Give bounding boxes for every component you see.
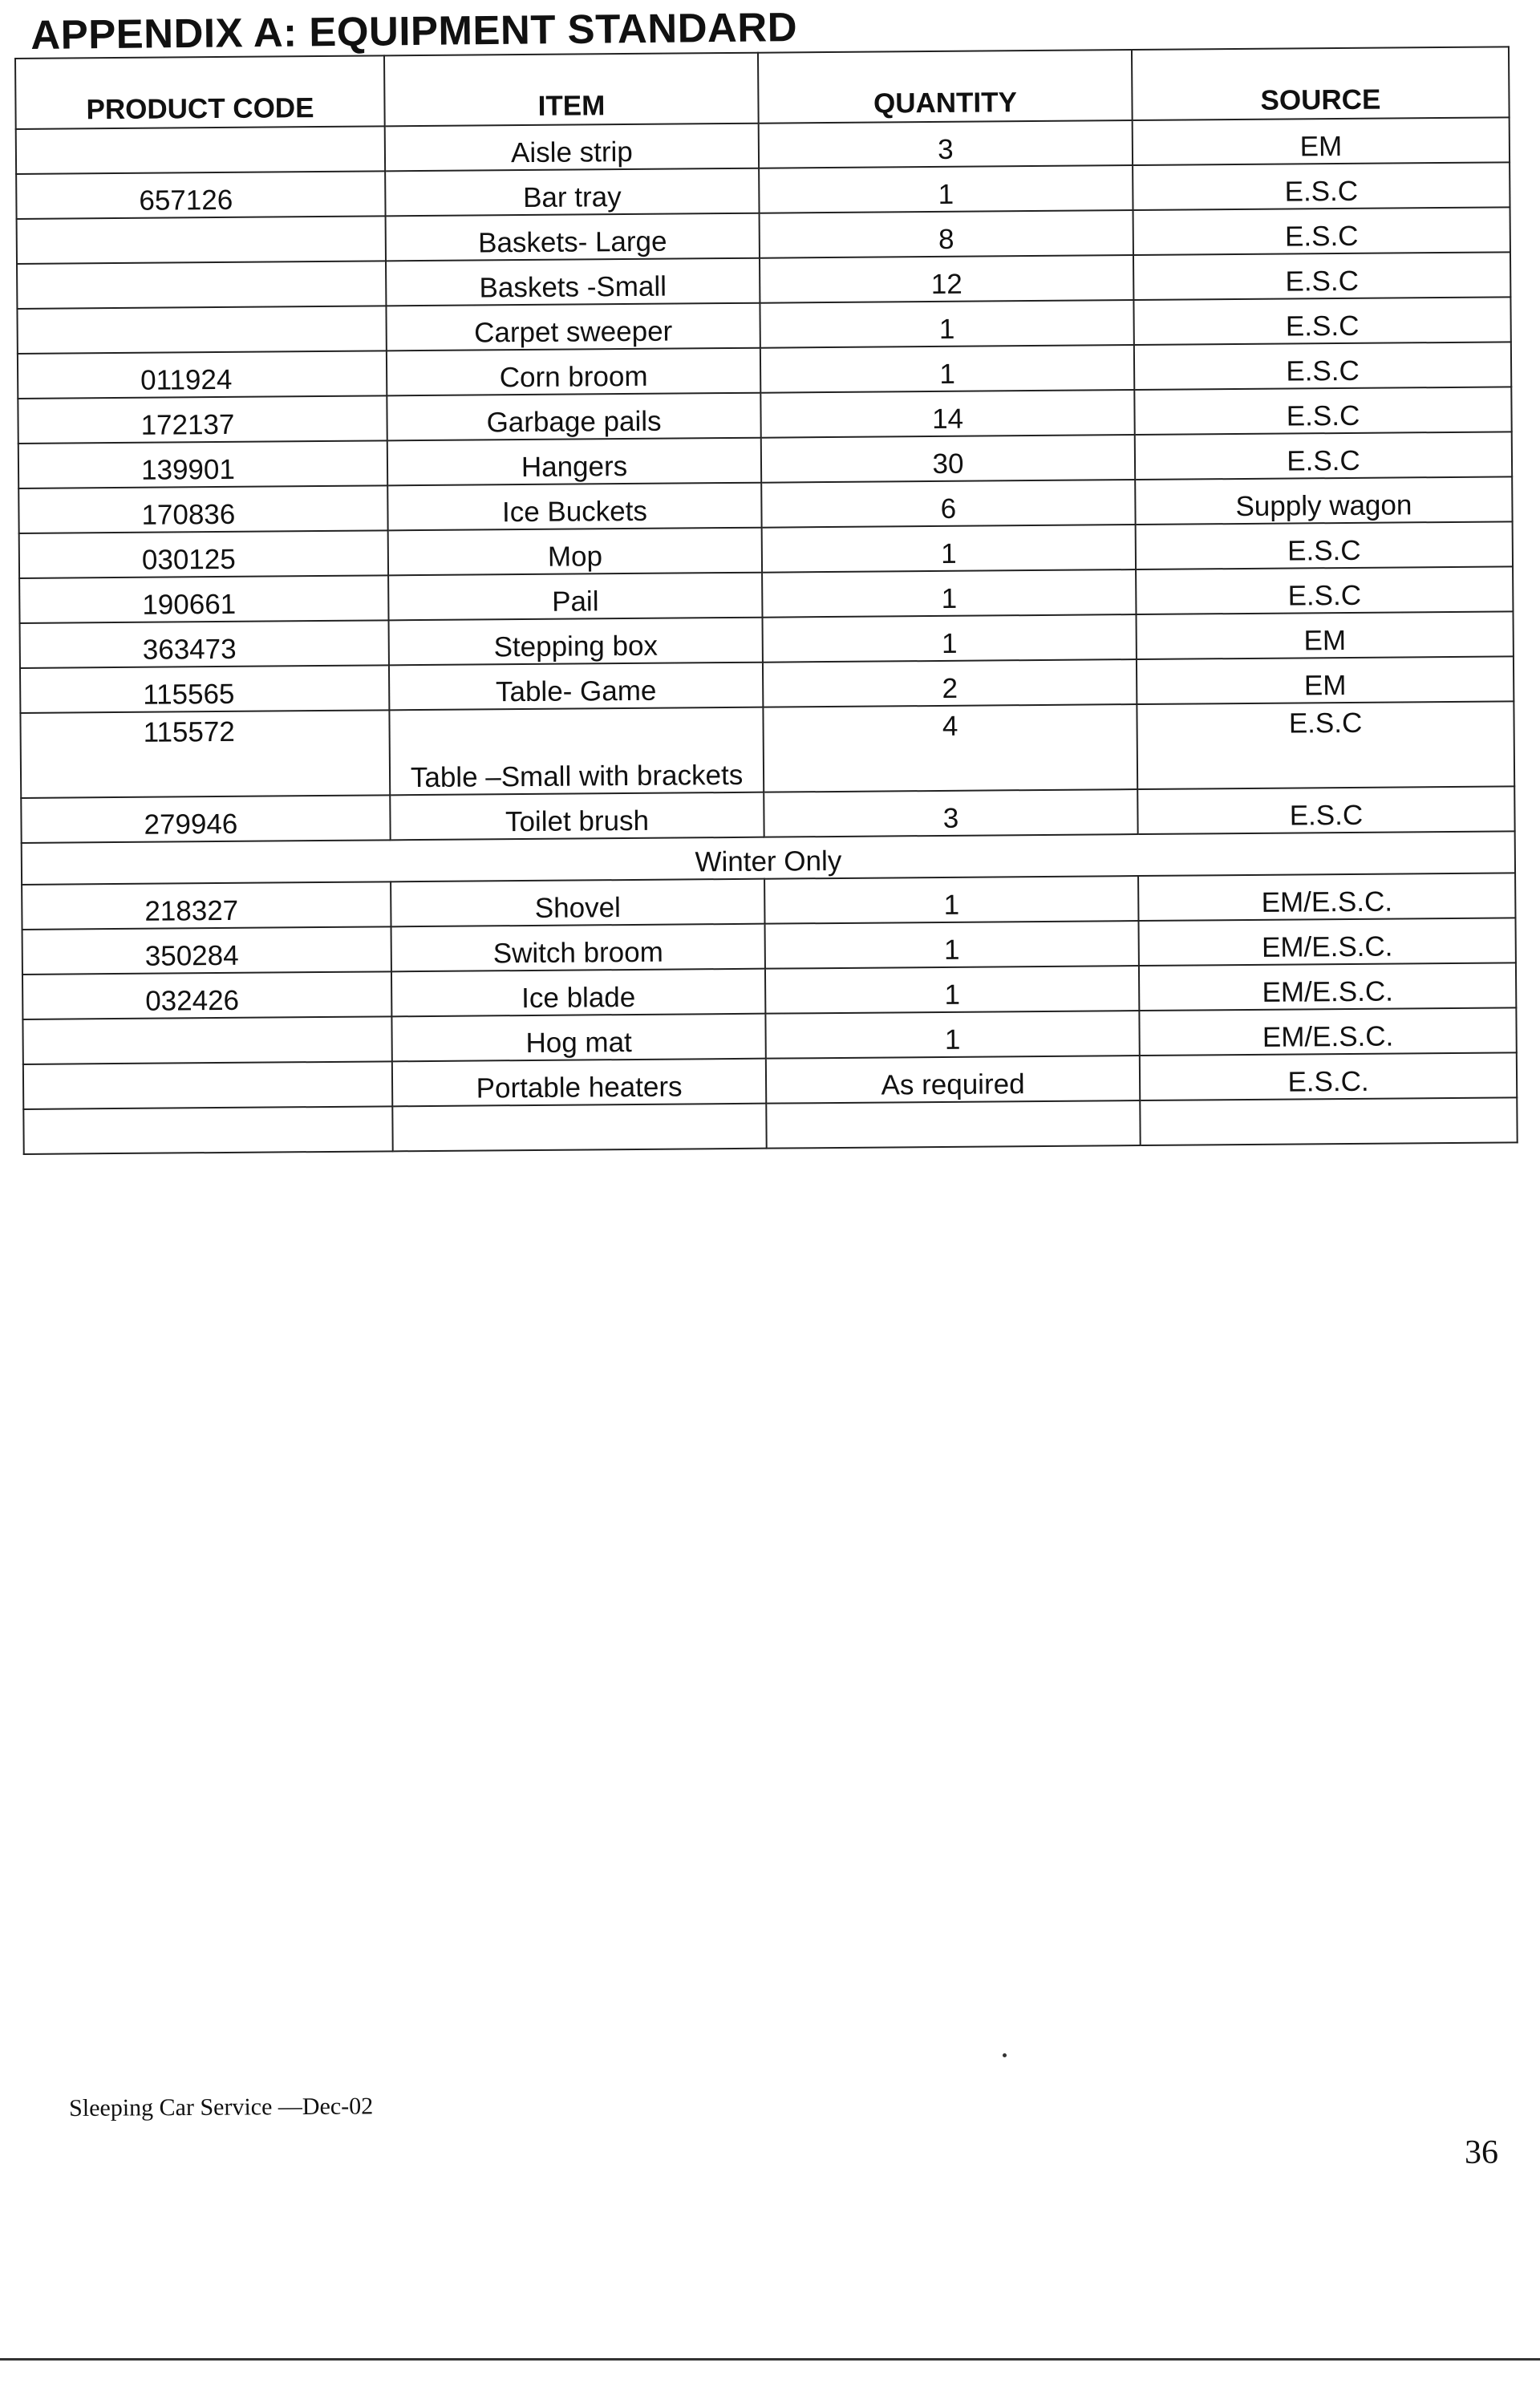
source-cell: E.S.C: [1135, 432, 1512, 480]
source-cell: EM/E.S.C.: [1139, 962, 1516, 1011]
item-cell: Ice Buckets: [387, 483, 761, 531]
header-item: ITEM: [384, 53, 759, 127]
quantity-cell: 1: [759, 165, 1133, 213]
header-source: SOURCE: [1132, 47, 1510, 120]
item-cell: Table –Small with brackets: [389, 707, 764, 796]
item-cell: Garbage pails: [387, 393, 760, 441]
source-cell: E.S.C: [1136, 566, 1513, 614]
source-cell: E.S.C: [1133, 207, 1510, 255]
item-cell: Baskets -Small: [386, 258, 760, 306]
item-cell: Corn broom: [387, 348, 760, 396]
quantity-cell: 1: [764, 876, 1138, 924]
product-code-cell: [16, 126, 385, 174]
quantity-cell: As required: [766, 1056, 1140, 1104]
source-cell: EM/E.S.C.: [1138, 918, 1515, 966]
item-cell: Ice blade: [391, 969, 765, 1017]
product-code-cell: [23, 1061, 392, 1109]
blank-cell: [1140, 1097, 1517, 1145]
winter-table-body: [22, 873, 1517, 1109]
quantity-cell: 2: [763, 659, 1137, 707]
source-cell: EM/E.S.C.: [1139, 1007, 1516, 1056]
quantity-cell: 30: [761, 435, 1135, 483]
quantity-cell: 1: [760, 345, 1134, 393]
quantity-cell: 12: [760, 255, 1133, 303]
product-code-cell: 363473: [20, 620, 389, 668]
footer-document-name: Sleeping Car Service —Dec-02: [69, 2093, 374, 2122]
product-code-cell: [22, 1016, 391, 1064]
page-title: APPENDIX A: EQUIPMENT STANDARD: [30, 3, 798, 58]
product-code-cell: [17, 216, 386, 264]
quantity-cell: 1: [762, 569, 1136, 618]
product-code-cell: 350284: [22, 926, 391, 975]
source-cell: E.S.C: [1137, 786, 1514, 834]
item-cell: Switch broom: [391, 924, 765, 972]
product-code-cell: 032426: [22, 971, 391, 1019]
quantity-cell: 1: [765, 1011, 1139, 1059]
quantity-cell: 1: [762, 525, 1136, 573]
source-cell: Supply wagon: [1135, 476, 1512, 525]
product-code-cell: 011924: [18, 351, 387, 399]
equipment-table-wrapper: [14, 46, 1517, 1155]
quantity-cell: 3: [759, 120, 1133, 168]
source-cell: E.S.C: [1136, 521, 1513, 569]
item-cell: Table- Game: [389, 663, 763, 711]
item-cell: Stepping box: [389, 618, 763, 666]
quantity-cell: 14: [760, 390, 1134, 438]
item-cell: Portable heaters: [392, 1059, 766, 1107]
footer-page-number: 36: [1465, 2134, 1498, 2171]
header-product-code: PRODUCT CODE: [15, 55, 385, 129]
item-cell: Hog mat: [391, 1014, 765, 1062]
quantity-cell: 8: [760, 210, 1133, 258]
table-body: [16, 117, 1515, 843]
item-cell: Baskets- Large: [386, 213, 760, 261]
source-cell: E.S.C: [1133, 297, 1510, 345]
quantity-cell: 1: [760, 300, 1133, 348]
product-code-cell: 172137: [18, 395, 387, 444]
quantity-cell: 1: [765, 966, 1139, 1014]
source-cell: E.S.C: [1133, 162, 1510, 210]
item-cell: Hangers: [387, 438, 761, 486]
blank-cell: [766, 1100, 1140, 1149]
source-cell: EM: [1136, 611, 1513, 659]
item-cell: Bar tray: [385, 168, 759, 217]
source-cell: E.S.C: [1134, 387, 1511, 435]
source-cell: EM: [1133, 117, 1510, 165]
equipment-table: [14, 46, 1518, 1155]
scan-speck: [1003, 2053, 1007, 2057]
quantity-cell: 4: [763, 704, 1137, 792]
quantity-cell: 3: [764, 789, 1137, 837]
item-cell: Shovel: [391, 879, 764, 927]
source-cell: E.S.C: [1134, 342, 1511, 390]
blank-cell: [23, 1106, 392, 1154]
table-header-row: [15, 47, 1510, 129]
product-code-cell: 139901: [18, 440, 387, 488]
quantity-cell: 1: [763, 614, 1137, 663]
product-code-cell: 279946: [21, 795, 390, 843]
product-code-cell: 030125: [19, 530, 388, 578]
source-cell: EM: [1137, 656, 1514, 704]
header-quantity: QUANTITY: [758, 50, 1133, 124]
product-code-cell: 115565: [20, 665, 389, 713]
product-code-cell: 218327: [22, 881, 391, 930]
product-code-cell: 170836: [18, 485, 387, 533]
product-code-cell: 657126: [16, 171, 385, 219]
bottom-rule: [0, 2358, 1540, 2361]
item-cell: Carpet sweeper: [386, 303, 760, 351]
product-code-cell: 190661: [19, 575, 388, 623]
source-cell: EM/E.S.C.: [1138, 873, 1515, 921]
product-code-cell: [17, 306, 386, 354]
product-code-cell: [17, 261, 386, 309]
source-cell: E.S.C.: [1140, 1052, 1517, 1100]
quantity-cell: 1: [765, 921, 1139, 969]
table-row: [20, 701, 1514, 798]
winter-only-label: Winter Only: [22, 831, 1515, 885]
blank-cell: [392, 1104, 766, 1152]
item-cell: Aisle strip: [385, 124, 759, 172]
item-cell: Mop: [388, 528, 762, 576]
product-code-cell: 115572: [20, 710, 390, 798]
item-cell: Toilet brush: [390, 792, 764, 841]
source-cell: E.S.C: [1133, 252, 1510, 300]
item-cell: Pail: [388, 573, 762, 621]
source-cell: E.S.C: [1137, 701, 1514, 789]
quantity-cell: 6: [761, 480, 1135, 528]
